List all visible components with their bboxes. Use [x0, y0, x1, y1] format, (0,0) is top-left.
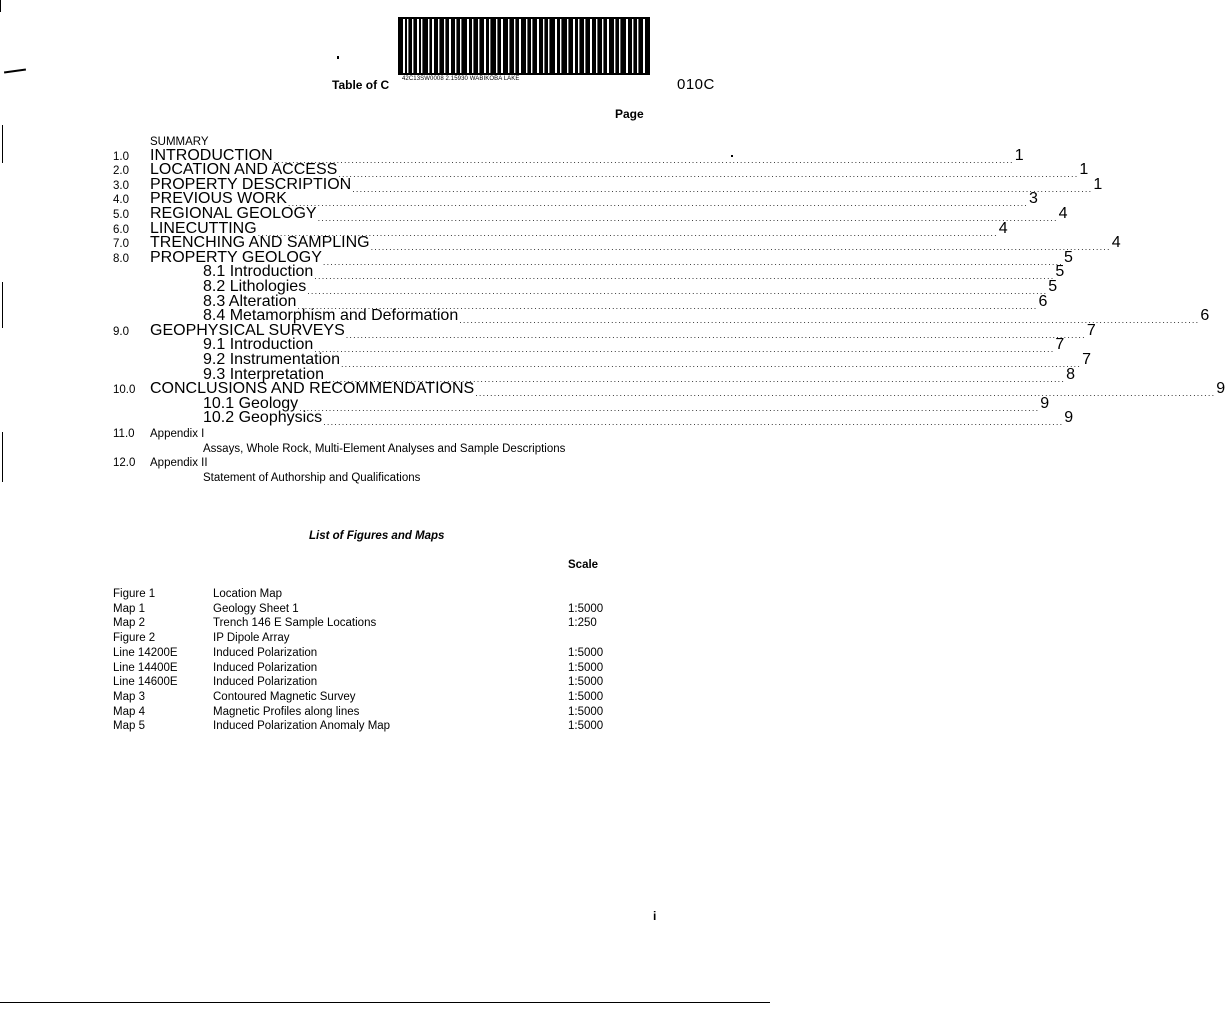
- toc-leader: ........................................................................................................................................................................................................: [370, 242, 1111, 253]
- toc-label: LINECUTTING: [150, 219, 257, 237]
- toc-leader: ........................................................................................................................................................................................................: [324, 373, 1066, 384]
- toc-page: 4: [1111, 234, 1121, 252]
- scan-mark-left-1: [0, 0, 1, 12]
- toc-number: 3.0: [113, 179, 129, 192]
- scan-mark-left-5: [2, 432, 3, 482]
- scan-mark-left-2: [4, 68, 26, 73]
- figure-description: Induced Polarization: [213, 646, 318, 659]
- figure-id: Map 4: [113, 705, 145, 718]
- toc-label: 10.2 Geophysics: [203, 409, 323, 427]
- toc-leader: ........................................................................................................................................................................................................: [323, 417, 1064, 428]
- barcode-text: 42C13SW0008 2.15930 WABIKOBA LAKE: [402, 76, 520, 82]
- toc-page: 7: [1055, 336, 1065, 354]
- toc-page: 1: [1014, 146, 1024, 164]
- toc-number: 12.0: [113, 457, 136, 470]
- figure-description: Geology Sheet 1: [213, 602, 299, 615]
- toc-leader: ........................................................................................................................................................................................................: [345, 329, 1086, 340]
- toc-number: 10.0: [113, 384, 136, 397]
- toc-leader: ........................................................................................................................................................................................................: [297, 300, 1038, 311]
- figure-id: Map 1: [113, 602, 145, 615]
- toc-leader: ........................................................................................................................................................................................................: [459, 315, 1200, 326]
- toc-label: Statement of Authorship and Qualifications: [203, 471, 421, 484]
- toc-number: 5.0: [113, 209, 129, 221]
- toc-leader: ........................................................................................................................................................................................................: [273, 154, 1014, 165]
- toc-page: 6: [1038, 292, 1048, 310]
- figure-description: Contoured Magnetic Survey: [213, 690, 356, 703]
- toc-page: 7: [1086, 321, 1096, 339]
- toc-label: PREVIOUS WORK: [150, 190, 287, 208]
- list-of-figures-title: List of Figures and Maps: [309, 530, 445, 542]
- toc-leader: ........................................................................................................................................................................................................: [299, 402, 1040, 413]
- scan-mark-left-3: [2, 125, 3, 163]
- toc-label: Assays, Whole Rock, Multi-Element Analyses and Sample Descriptions: [203, 442, 566, 455]
- figure-scale: 1:5000: [568, 720, 604, 733]
- document-number: 010C: [677, 76, 715, 93]
- toc-leader: ........................................................................................................................................................................................................: [307, 286, 1048, 296]
- toc-page: 7: [1082, 351, 1091, 368]
- bottom-rule: [0, 1002, 770, 1003]
- toc-page: 5: [1048, 278, 1058, 295]
- figure-scale: 1:5000: [568, 602, 604, 615]
- toc-entry: [203, 409, 1074, 428]
- toc-page: 1: [1079, 161, 1089, 179]
- toc-leader: ........................................................................................................................................................................................................: [352, 183, 1093, 194]
- toc-leader: ........................................................................................................................................................................................................: [314, 344, 1055, 355]
- toc-leader: ........................................................................................................................................................................................................: [287, 198, 1029, 209]
- speck-1: [337, 56, 339, 59]
- toc-number: 4.0: [113, 194, 129, 207]
- figure-description: Magnetic Profiles along lines: [213, 705, 360, 718]
- figure-id: Map 5: [113, 720, 145, 733]
- figure-scale: 1:250: [568, 617, 597, 630]
- figure-description: Trench 146 E Sample Locations: [213, 617, 377, 630]
- toc-page: 9: [1064, 409, 1074, 427]
- toc-number: 8.0: [113, 252, 129, 265]
- scan-mark-left-4: [2, 282, 3, 328]
- figure-id: Figure 1: [113, 588, 156, 600]
- toc-page: 6: [1200, 307, 1210, 325]
- toc-leader: ........................................................................................................................................................................................................: [257, 227, 998, 238]
- toc-label: INTRODUCTION: [150, 146, 273, 164]
- toc-page: 1: [1093, 175, 1103, 193]
- toc-number: 1.0: [113, 150, 129, 163]
- toc-number: 9.0: [113, 325, 129, 338]
- figure-scale: 1:5000: [568, 661, 604, 674]
- toc-label: 8.4 Metamorphism and Deformation: [203, 307, 459, 325]
- figure-description: Induced Polarization Anomaly Map: [213, 720, 391, 733]
- toc-label: SUMMARY: [150, 136, 209, 148]
- toc-label: 9.1 Introduction: [203, 336, 314, 354]
- toc-number: 7.0: [113, 238, 129, 251]
- toc-label: LOCATION AND ACCESS: [150, 161, 338, 179]
- toc-label: GEOPHYSICAL SURVEYS: [150, 321, 345, 339]
- toc-number: 2.0: [113, 165, 129, 178]
- figure-scale: 1:5000: [568, 705, 604, 718]
- toc-label: PROPERTY GEOLOGY: [150, 248, 322, 266]
- toc-number: 11.0: [113, 428, 135, 440]
- toc-leader: ........................................................................................................................................................................................................: [340, 359, 1082, 369]
- figure-scale: 1:5000: [568, 676, 604, 689]
- toc-page: 9: [1216, 380, 1225, 398]
- scale-column-header: Scale: [568, 559, 599, 571]
- toc-page: 5: [1064, 248, 1073, 266]
- figure-id: Figure 2: [113, 632, 156, 645]
- toc-label: 8.3 Alteration: [203, 292, 297, 310]
- toc-leader: ........................................................................................................................................................................................................: [317, 213, 1058, 223]
- toc-page: 4: [1058, 205, 1068, 222]
- page-column-header: Page: [615, 107, 644, 121]
- toc-label: PROPERTY DESCRIPTION: [150, 175, 352, 193]
- toc-label: CONCLUSIONS AND RECOMMENDATIONS: [150, 380, 475, 398]
- toc-page: 8: [1066, 365, 1075, 383]
- figure-id: Map 2: [113, 617, 145, 630]
- figure-id: Line 14200E: [113, 646, 178, 659]
- figure-description: Induced Polarization: [213, 661, 318, 674]
- toc-label: 10.1 Geology: [203, 394, 299, 412]
- toc-page: 5: [1055, 263, 1065, 281]
- barcode: [398, 17, 650, 75]
- figure-scale: 1:5000: [568, 646, 604, 659]
- figure-description: Induced Polarization: [213, 676, 318, 689]
- toc-label: REGIONAL GEOLOGY: [150, 205, 317, 222]
- toc-label: Appendix I: [150, 428, 205, 440]
- document-title: Table of C: [332, 78, 390, 92]
- figure-id: Line 14600E: [113, 676, 178, 689]
- figure-description: Location Map: [213, 588, 283, 600]
- figure-scale: 1:5000: [568, 690, 604, 703]
- toc-label: Appendix II: [150, 457, 208, 470]
- toc-leader: ........................................................................................................................................................................................................: [322, 256, 1064, 267]
- toc-number: 6.0: [113, 223, 129, 236]
- toc-leader: ........................................................................................................................................................................................................: [338, 169, 1079, 180]
- toc-page: 3: [1029, 190, 1038, 208]
- toc-label: 9.3 Interpretation: [203, 365, 324, 383]
- toc-label: 9.2 Instrumentation: [203, 351, 340, 368]
- toc-label: TRENCHING AND SAMPLING: [150, 234, 370, 252]
- toc-page: 4: [998, 219, 1008, 237]
- page-number: i: [653, 909, 657, 923]
- toc-label: 8.1 Introduction: [203, 263, 314, 281]
- toc-label: 8.2 Lithologies: [203, 278, 307, 295]
- figure-description: IP Dipole Array: [213, 632, 290, 645]
- toc-page: 9: [1040, 394, 1050, 412]
- toc-leader: ........................................................................................................................................................................................................: [314, 271, 1055, 282]
- figure-id: Map 3: [113, 690, 145, 703]
- toc-leader: ........................................................................................................................................................................................................: [475, 388, 1216, 399]
- figure-id: Line 14400E: [113, 661, 178, 674]
